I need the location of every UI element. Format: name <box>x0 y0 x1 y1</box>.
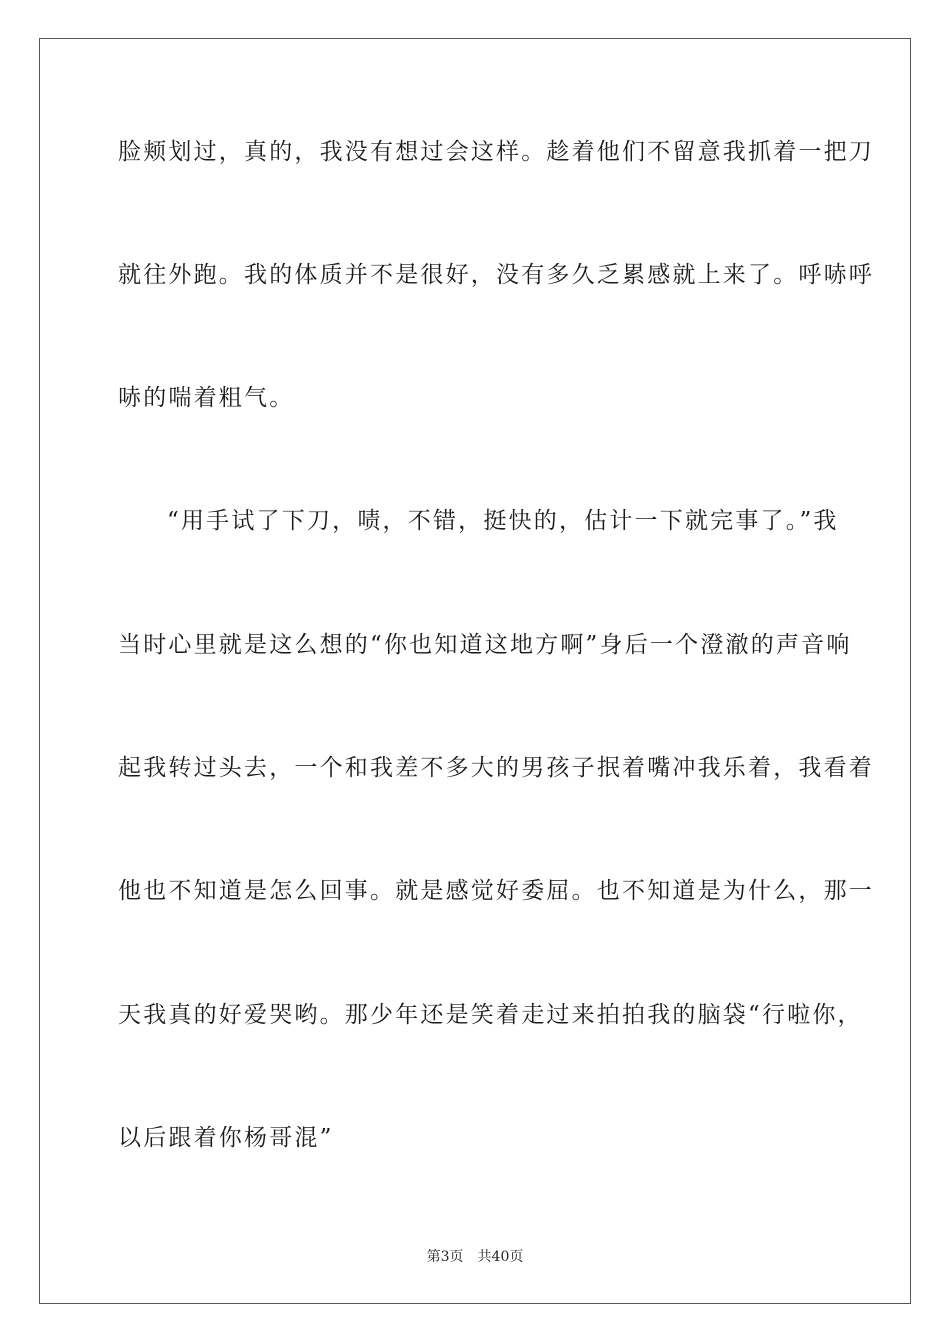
paragraph-line: 哧的喘着粗气。 <box>118 385 295 411</box>
page-border <box>39 38 911 1304</box>
page-number: 第3页 <box>426 1249 464 1265</box>
page-footer <box>0 1248 950 1266</box>
paragraph-line: 他也不知道是怎么回事。就是感觉好委屈。也不知道是为什么，那一 <box>118 878 874 904</box>
paragraph-line: 起我转过头去，一个和我差不多大的男孩子抿着嘴冲我乐着，我看着 <box>118 755 874 781</box>
paragraph-line: 以后跟着你杨哥混” <box>118 1125 334 1151</box>
paragraph-line: 当时心里就是这么想的“你也知道这地方啊”身后一个澄澈的声音响 <box>118 632 852 658</box>
paragraph-line: 天我真的好爱哭哟。那少年还是笑着走过来拍拍我的脑袋“行啦你， <box>118 1002 863 1028</box>
paragraph-line: 脸颊划过，真的，我没有想过会这样。趁着他们不留意我抓着一把刀 <box>118 139 874 165</box>
paragraph-line: “用手试了下刀，啧，不错，挺快的，估计一下就完事了。”我 <box>167 508 839 534</box>
paragraph-line: 就往外跑。我的体质并不是很好，没有多久乏累感就上来了。呼哧呼 <box>118 262 874 288</box>
total-pages: 共40页 <box>477 1249 524 1265</box>
